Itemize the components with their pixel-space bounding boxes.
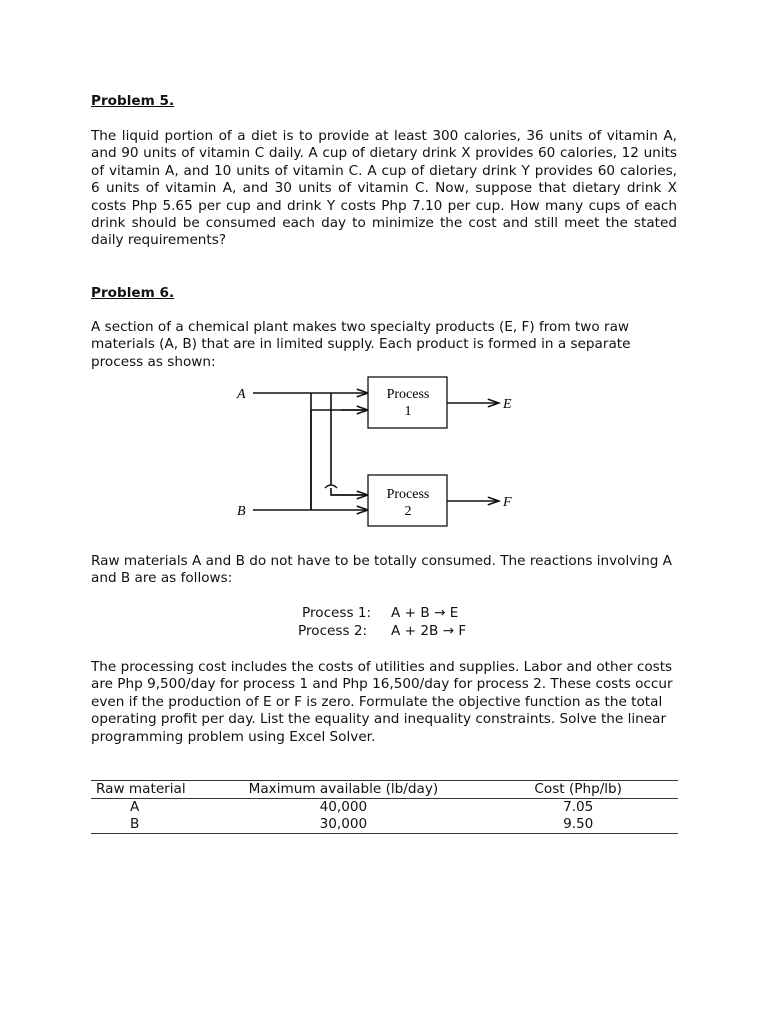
- problem-6-cost-text: The processing cost includes the costs of utilities and supplies. Labor and other costs are Php 9,500/day for process 1 and Php 16,500/day for process 2. These costs occur even if the production of E or F is zero. Formulate the objective function as the total operating profit per day. List the equality and inequality constraints. Solve the linear programming problem using Excel Solver.: [91, 659, 673, 745]
- output-e-label: E: [503, 397, 512, 412]
- table-row: [91, 816, 678, 834]
- flow-b-to-process1: [311, 410, 368, 495]
- table-header-row: [91, 781, 678, 799]
- process-2-label-line1: Process: [386, 487, 430, 502]
- table-cell: A: [130, 799, 140, 815]
- reaction-row: [298, 623, 538, 641]
- problem-6-intro: A section of a chemical plant makes two specialty products (E, F) from two raw materials (A, B) that are in limited supply. Each product is formed in a separate process as shown:: [91, 319, 631, 370]
- table-cell: 40,000: [319, 799, 368, 815]
- process-2-label-line2: 2: [404, 504, 412, 519]
- input-a-label: A: [237, 387, 246, 402]
- column-header: Raw material: [91, 781, 208, 799]
- table-cell: 30,000: [208, 816, 478, 834]
- table-cell: 7.05: [563, 799, 594, 815]
- problem-6-heading: Problem 6.: [91, 285, 175, 301]
- table-row: [91, 799, 678, 817]
- reaction-label: Process 2:: [298, 623, 368, 639]
- output-f-label: F: [503, 495, 512, 510]
- process-flow-diagram: [231, 370, 531, 530]
- problem-5-heading: Problem 5.: [91, 93, 175, 109]
- reaction-label: Process 1:: [302, 605, 372, 621]
- raw-material-table: [91, 780, 678, 834]
- input-b-label: B: [237, 504, 246, 519]
- process-1-box: [368, 377, 447, 428]
- column-header: Cost (Php/lb): [478, 781, 678, 799]
- reaction-list: [298, 605, 538, 641]
- process-1-label-line1: Process: [386, 387, 430, 402]
- reaction-equation: A + 2B → F: [391, 623, 467, 639]
- problem-5-text: The liquid portion of a diet is to provide at least 300 calories, 36 units of vitamin A, and 90 units of vitamin C daily. A cup of dietary drink X provides 60 calories, 12 units of vitamin A, and 10 units of vitamin C. A cup of dietary drink Y provides 60 calories, 6 units of vitamin A, and 30 units of vitamin C. Now, suppose that dietary drink X costs Php 5.65 per cup and drink Y costs Php 7.10 per cup. How many cups of each drink should be consumed each day to minimize the cost and still meet the stated daily requirements?: [91, 128, 677, 249]
- reaction-equation: A + B → E: [391, 605, 459, 621]
- table-cell: 9.50: [478, 816, 678, 834]
- table-cell: B: [91, 816, 208, 834]
- problem-6-raw-text: Raw materials A and B do not have to be totally consumed. The reactions involving A and B are as follows:: [91, 553, 672, 587]
- process-1-label-line2: 1: [404, 404, 412, 419]
- flow-a-to-process2: [311, 393, 368, 495]
- column-header: Maximum available (lb/day): [208, 781, 478, 799]
- reaction-row: [298, 605, 538, 623]
